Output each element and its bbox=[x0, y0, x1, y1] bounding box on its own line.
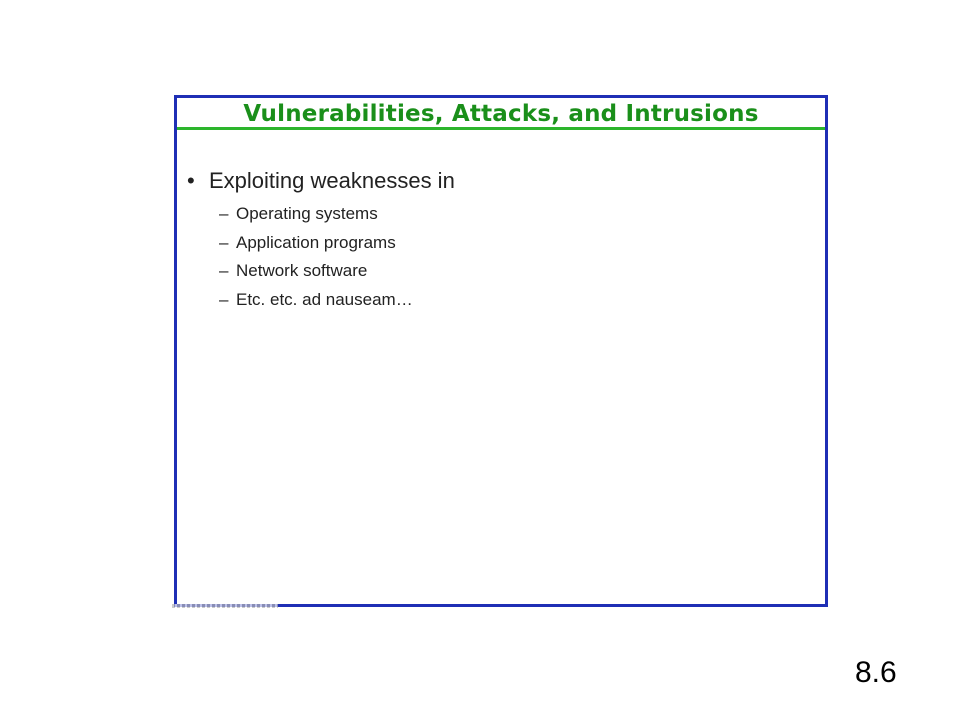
bullet-marker: • bbox=[187, 168, 195, 193]
sub-bullet-text: Etc. etc. ad nauseam… bbox=[236, 289, 413, 309]
page-number: 8.6 bbox=[855, 656, 897, 689]
slide-title: Vulnerabilities, Attacks, and Intrusions bbox=[243, 101, 759, 127]
sub-bullet-item bbox=[219, 232, 413, 261]
dash-marker: – bbox=[219, 289, 229, 309]
sub-bullet-text: Application programs bbox=[236, 232, 396, 252]
main-bullet-text: Exploiting weaknesses in bbox=[209, 168, 455, 193]
slide-frame bbox=[174, 95, 828, 607]
dash-marker: – bbox=[219, 232, 229, 252]
dash-marker: – bbox=[219, 204, 229, 223]
sub-bullet-list bbox=[219, 203, 413, 317]
dash-marker: – bbox=[219, 261, 229, 280]
main-bullet bbox=[187, 168, 455, 194]
sub-bullet-text: Operating systems bbox=[236, 204, 378, 223]
sub-bullet-item bbox=[219, 203, 413, 232]
title-underline bbox=[177, 127, 825, 130]
sub-bullet-item bbox=[219, 260, 413, 289]
footer-copyright-smudge bbox=[172, 604, 278, 608]
sub-bullet-text: Network software bbox=[236, 261, 368, 280]
sub-bullet-item bbox=[219, 289, 413, 318]
